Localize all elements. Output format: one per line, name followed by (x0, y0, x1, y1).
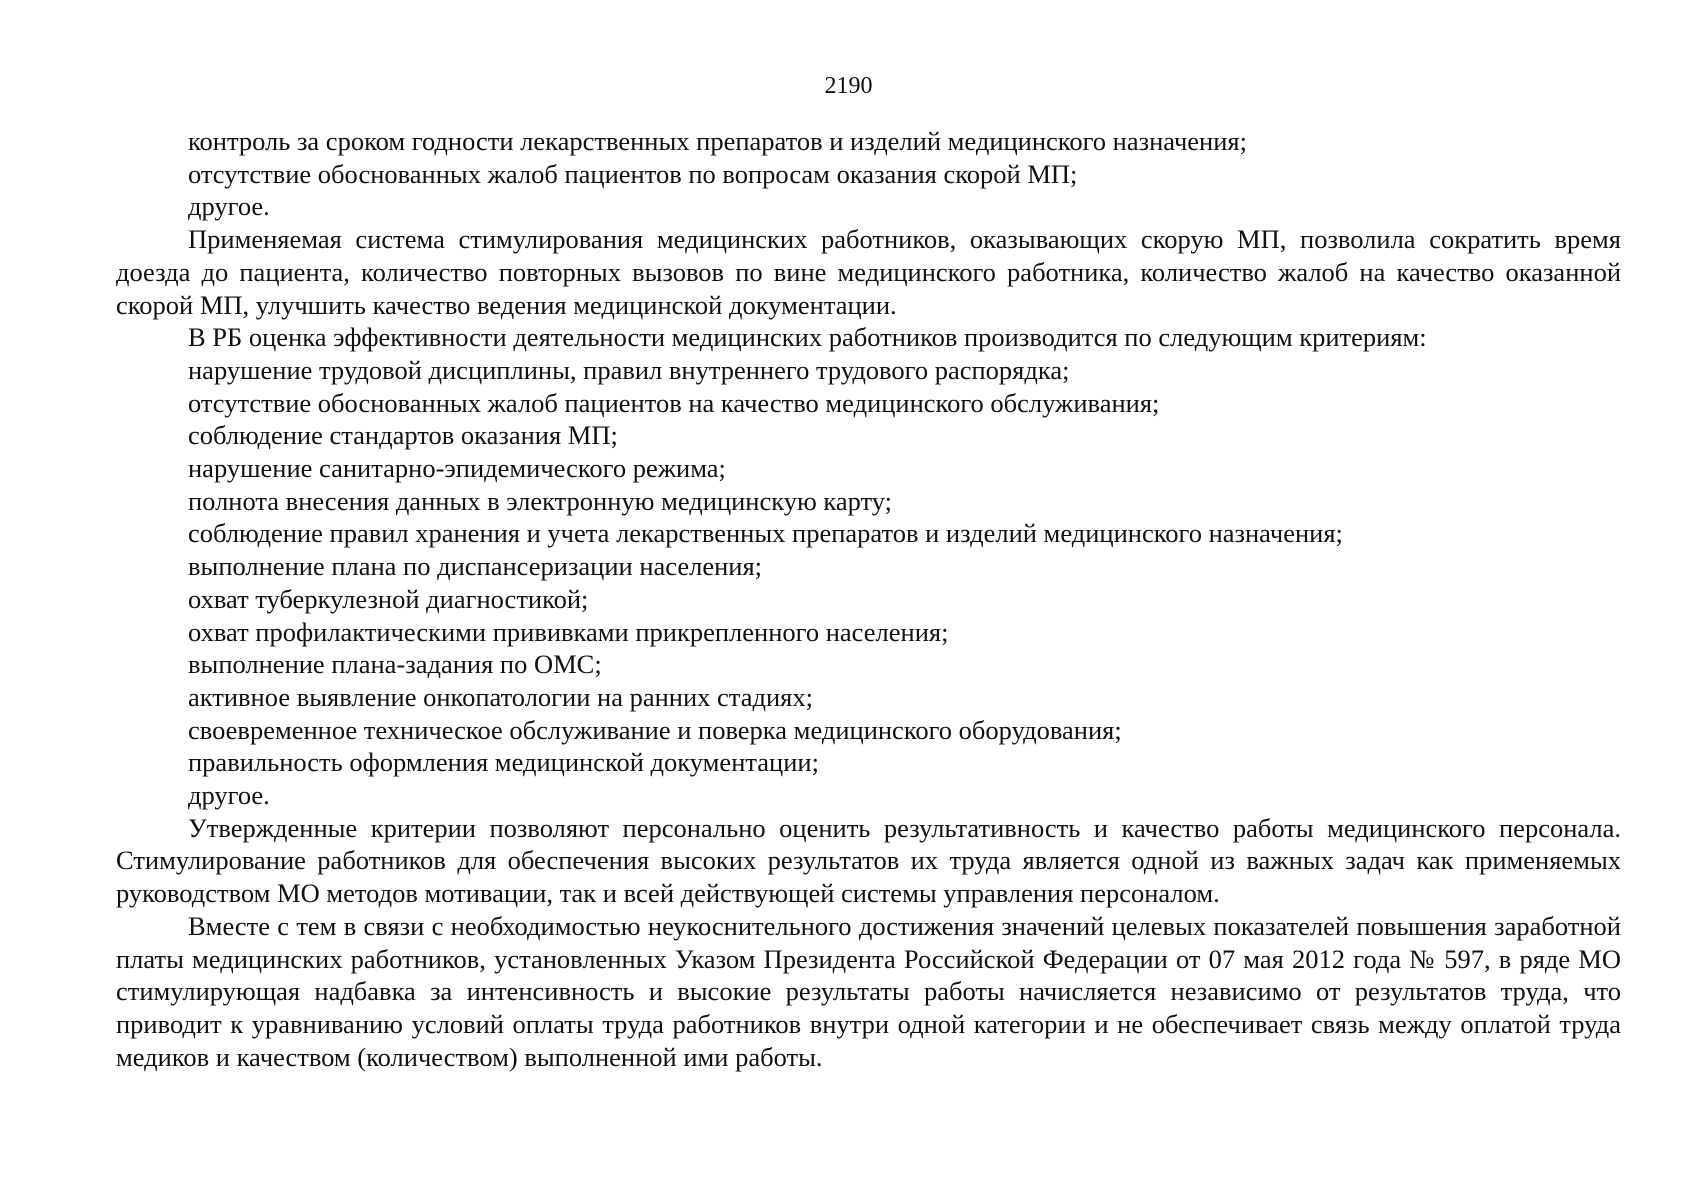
list-item: выполнение плана по диспансеризации населения; (188, 551, 763, 582)
list-item: выполнение плана-задания по ОМС; (188, 649, 602, 680)
paragraph: Применяемая система стимулирования медицинских работников, оказывающих скорую МП, позволила сократить время доезда до пациента, количество повторных вызовов по вине медицинского работника, количество жалоб на качество оказанной скорой МП, улучшить качество ведения медицинской документации. (116, 224, 1621, 320)
list-item: активное выявление онкопатологии на ранних стадиях; (188, 681, 813, 712)
paragraph: Утвержденные критерии позволяют персонально оценить результативность и качество работы медицинского персонала. Стимулирование работников для обеспечения высоких результатов их труда является одной из важных задач как применяемых руководством МО методов мотивации, так и всей действующей системы управления персоналом. (116, 812, 1621, 909)
criteria-intro: В РБ оценка эффективности деятельности медицинских работников производится по следующим критериям: (188, 322, 1427, 353)
list-item: нарушение санитарно-эпидемического режима; (188, 453, 726, 484)
list-item: соблюдение правил хранения и учета лекарственных препаратов и изделий медицинского назначения; (188, 518, 1343, 549)
list-item: своевременное техническое обслуживание и поверка медицинского оборудования; (188, 714, 1122, 745)
list-item: охват туберкулезной диагностикой; (188, 583, 589, 614)
list-item: охват профилактическими прививками прикрепленного населения; (188, 616, 949, 647)
list-item: полнота внесения данных в электронную медицинскую карту; (188, 485, 893, 516)
list-item: другое. (188, 191, 270, 222)
list-item: отсутствие обоснованных жалоб пациентов по вопросам оказания скорой МП; (188, 158, 1078, 189)
document-body (116, 125, 1621, 1073)
paragraph: Вместе с тем в связи с необходимостью неукоснительного достижения значений целевых показателей повышения заработной платы медицинских работников, установленных Указом Президента Российской Федерации от 07 мая 2012 года № 597, в ряде МО стимулирующая надбавка за интенсивность и высокие результаты работы начисляется независимо от результатов труда, что приводит к уравниванию условий оплаты труда работников внутри одной категории и не обеспечивает связь между оплатой труда медиков и качеством (количеством) выполненной ими работы. (116, 910, 1621, 1072)
list-item: нарушение трудовой дисциплины, правил внутреннего трудового распорядка; (188, 354, 1070, 385)
list-item: правильность оформления медицинской документации; (188, 747, 819, 778)
list-item: другое. (188, 780, 270, 811)
list-item: соблюдение стандартов оказания МП; (188, 420, 618, 451)
list-item: контроль за сроком годности лекарственных препаратов и изделий медицинского назначения; (188, 126, 1247, 156)
page-number: 2190 (824, 73, 873, 99)
list-item: отсутствие обоснованных жалоб пациентов на качество медицинского обслуживания; (188, 387, 1160, 418)
